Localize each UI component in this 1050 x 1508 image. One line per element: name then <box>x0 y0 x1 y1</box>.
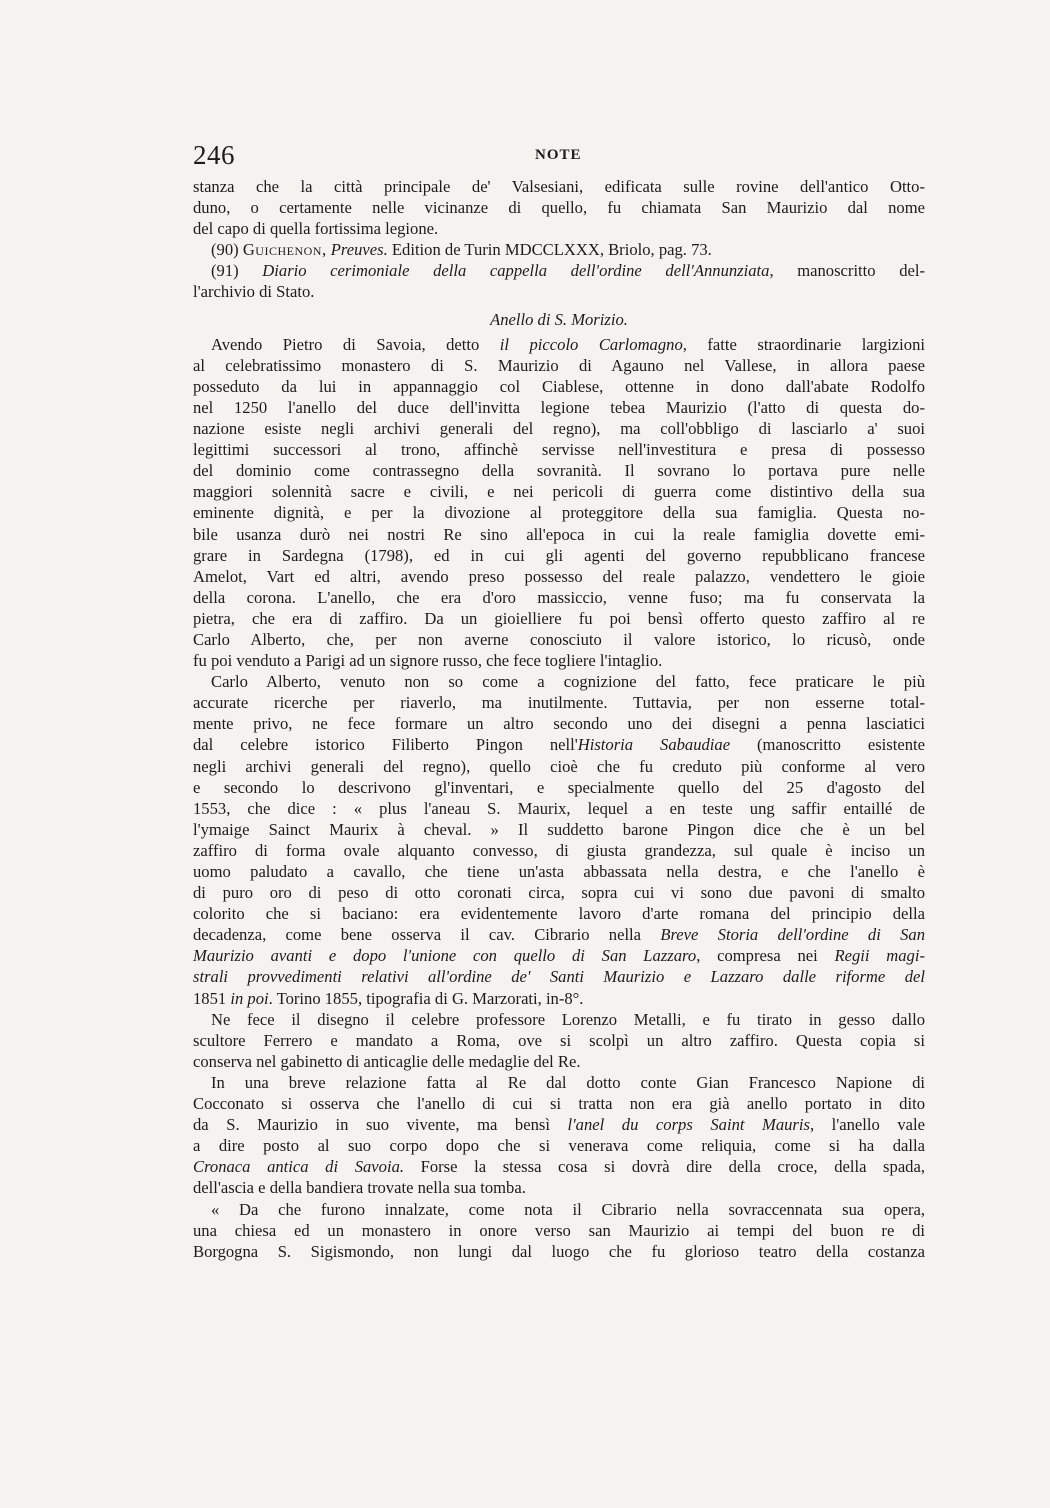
text-run: Avendo Pietro di Savoia, detto <box>211 334 500 354</box>
text-line: Amelot, Vart ed altri, avendo preso possesso del reale palazzo, vendettero le gioie <box>193 566 925 586</box>
text-line: 1553, che dice : « plus l'aneau S. Maurix, lequel a en teste ung saffir entaillé de <box>193 798 925 818</box>
text-line: conserva nel gabinetto di anticaglie delle medaglie del Re. <box>193 1051 581 1071</box>
text-line <box>193 260 925 281</box>
paragraph <box>193 671 925 1009</box>
text-line <box>193 924 925 945</box>
text-run-italic: in poi <box>230 988 269 1008</box>
text-line: negli archivi generali del regno), quello cioè che fu creduto più conforme al vero <box>193 756 925 776</box>
text-line: una chiesa ed un monastero in onore verso san Maurizio ai tempi del buon re di <box>193 1220 925 1240</box>
text-run: da S. Maurizio in suo vivente, ma bensì <box>193 1115 568 1135</box>
text-run: Forse la stessa cosa si dovrà dire della croce, della spada, <box>404 1157 925 1177</box>
text-run-italic: Regii magi- <box>834 946 925 966</box>
text-line <box>193 945 925 966</box>
text-line: legittimi successori al trono, affinchè servisse nell'investitura e presa di possesso <box>193 440 925 460</box>
text-line: « Da che furono innalzate, come nota il Cibrario nella sovraccennata sua opera, <box>211 1199 925 1219</box>
text-run: (manoscritto esistente <box>730 735 925 755</box>
text-line <box>193 1156 925 1177</box>
page-header <box>193 140 923 174</box>
footnote-90 <box>193 239 925 260</box>
paragraph <box>193 334 925 672</box>
text-run: decadenza, come bene osserva il cav. Cibrario nella <box>193 925 661 945</box>
text-line: nazione esiste negli archivi generali del regno), ma coll'obbligo di lasciarlo a' suoi <box>193 419 925 439</box>
text-line: eminente dignità, e per la divozione al proteggitore della sua famiglia. Questa no- <box>193 503 925 523</box>
paragraph <box>193 1009 925 1072</box>
text-run-italic: il piccolo Carlomagno <box>499 334 683 354</box>
text-line: stanza che la città principale de' Valsesiani, edificata sulle rovine dell'antico Otto- <box>193 177 925 196</box>
text-line: fu poi venduto a Parigi ad un signore russo, che fece togliere l'intaglio. <box>193 651 663 671</box>
paragraph <box>193 1072 925 1199</box>
footnote-91 <box>193 260 925 302</box>
text-run: , fatte straordinarie largizioni <box>682 334 925 354</box>
footnote-text: Edition de Turin MDCCLXXX, Briolo, pag. 73. <box>391 240 712 260</box>
text-line: accurate ricerche per riaverlo, ma inutilmente. Tuttavia, per non esserne total- <box>193 693 925 713</box>
text-line: del dominio come contrassegno della sovranità. Il sovrano lo portava pure nelle <box>193 461 925 481</box>
footnote-author: Guichenon, <box>242 240 327 260</box>
text-line: strali provvedimenti relativi all'ordine de' Santi Maurizio e Lazzaro dalle riforme del <box>193 967 925 987</box>
text-line: del capo di quella fortissima legione. <box>193 219 439 239</box>
paragraph <box>193 1199 925 1262</box>
text-line: maggiori solennità sacre e civili, e nei pericoli di guerra come distintivo della sua <box>193 482 925 502</box>
text-line <box>193 988 925 1009</box>
text-run: 1851 <box>193 988 231 1008</box>
text-line: della corona. L'anello, che era d'oro massiccio, venne fuso; ma fu conservata la <box>193 587 925 607</box>
footnote-work: Preuves. <box>330 240 388 260</box>
text-line: nel 1250 l'anello del duce dell'invitta legione tebea Maurizio (l'atto di questa do- <box>193 397 925 417</box>
text-run-italic: Breve Storia dell'ordine di San <box>660 925 925 945</box>
text-line: duno, o certamente nelle vicinanze di quello, fu chiamata San Maurizio dal nome <box>193 198 925 218</box>
text-run: . Torino 1855, tipografia di G. Marzorati, in-8°. <box>268 988 584 1008</box>
text-line: a dire posto al suo corpo dopo che si venerava come reliquia, come si ha dalla <box>193 1136 925 1156</box>
text-line: Cocconato si osserva che l'anello di cui si tratta non era già anello portato in dito <box>193 1094 925 1114</box>
text-line: Ne fece il disegno il celebre professore Lorenzo Metalli, e fu tirato in gesso dallo <box>211 1009 925 1029</box>
text-line: dell'ascia e della bandiera trovate nella sua tomba. <box>193 1178 526 1198</box>
text-line: grare in Sardegna (1798), ed in cui gli agenti del governo repubblicano francese <box>193 545 925 565</box>
text-line <box>193 734 925 755</box>
text-run: , compresa nei <box>696 946 835 966</box>
text-line <box>193 1114 925 1135</box>
footnote-number: (90) <box>211 240 239 260</box>
text-line: Carlo Alberto, che, per non averne conosciuto il valore istorico, lo ricusò, onde <box>193 629 925 649</box>
text-line: colorito che si baciano: era evidentemente lavoro d'arte romana del principio della <box>193 904 925 924</box>
text-line: pietra, che era di zaffiro. Da un gioielliere fu poi bensì offerto questo zaffiro al re <box>193 608 925 628</box>
text-line: al celebratissimo monastero di S. Maurizio di Agauno nel Vallese, in allora paese <box>193 355 925 375</box>
text-line: Carlo Alberto, venuto non so come a cognizione del fatto, fece praticare le più <box>211 672 925 692</box>
text-run: dal celebre istorico Filiberto Pingon nell' <box>193 735 578 755</box>
footnote-text: , manoscritto del- <box>769 261 925 281</box>
text-line: l'archivio di Stato. <box>193 282 315 302</box>
text-line <box>193 334 925 355</box>
text-line: mente privo, ne fece formare un altro secondo uno dei disegni a penna lasciatici <box>193 714 925 734</box>
text-line: zaffiro di forma ovale alquanto convesso, di giusta grandezza, sul quale è inciso un <box>193 840 925 860</box>
text-line: di puro oro di peso di otto coronati circa, sopra cui vi sono due pavoni di smalto <box>193 883 925 903</box>
text-line: scultore Ferrero e mandato a Roma, ove si scolpì un altro zaffiro. Questa copia si <box>193 1030 925 1050</box>
text-line: e secondo lo descrivono gl'inventari, e specialmente quello del 25 d'agosto del <box>193 777 925 797</box>
running-head: NOTE <box>535 147 582 163</box>
text-run: , l'anello vale <box>809 1115 925 1135</box>
text-line: uomo paludato a cavallo, che tiene un'asta abbassata nella destra, e che l'anello è <box>193 862 925 881</box>
text-line: Borgogna S. Sigismondo, non lungi dal luogo che fu glorioso teatro della costanza <box>193 1241 925 1261</box>
paragraph-continuation <box>193 176 925 239</box>
text-line: posseduto da lui in appannaggio col Ciablese, ottenne in dono dall'abate Rodolfo <box>193 376 925 396</box>
text-line: bile usanza durò nei nostri Re sino all'epoca in cui la reale famiglia dovette emi- <box>193 524 925 544</box>
text-line: l'ymaige Sainct Maurix à cheval. » Il suddetto barone Pingon dice che è un bel <box>193 819 925 839</box>
section-title: Anello di S. Morizio. <box>490 309 628 329</box>
footnote-title: Diario cerimoniale della cappella dell'ordine dell'Annunziata <box>262 261 770 281</box>
footnote-number: (91) <box>211 261 239 281</box>
text-run-italic: Historia Sabaudiae <box>577 735 731 755</box>
text-run-italic: Cronaca antica di Savoia. <box>193 1157 405 1177</box>
text-line: In una breve relazione fatta al Re dal dotto conte Gian Francesco Napione di <box>211 1072 925 1092</box>
body-text <box>193 176 925 1262</box>
page-number: 246 <box>193 140 235 170</box>
text-run-italic: l'anel du corps Saint Mauris <box>567 1115 810 1135</box>
text-run-italic: Maurizio avanti e dopo l'unione con quello di San Lazzaro <box>193 946 697 966</box>
